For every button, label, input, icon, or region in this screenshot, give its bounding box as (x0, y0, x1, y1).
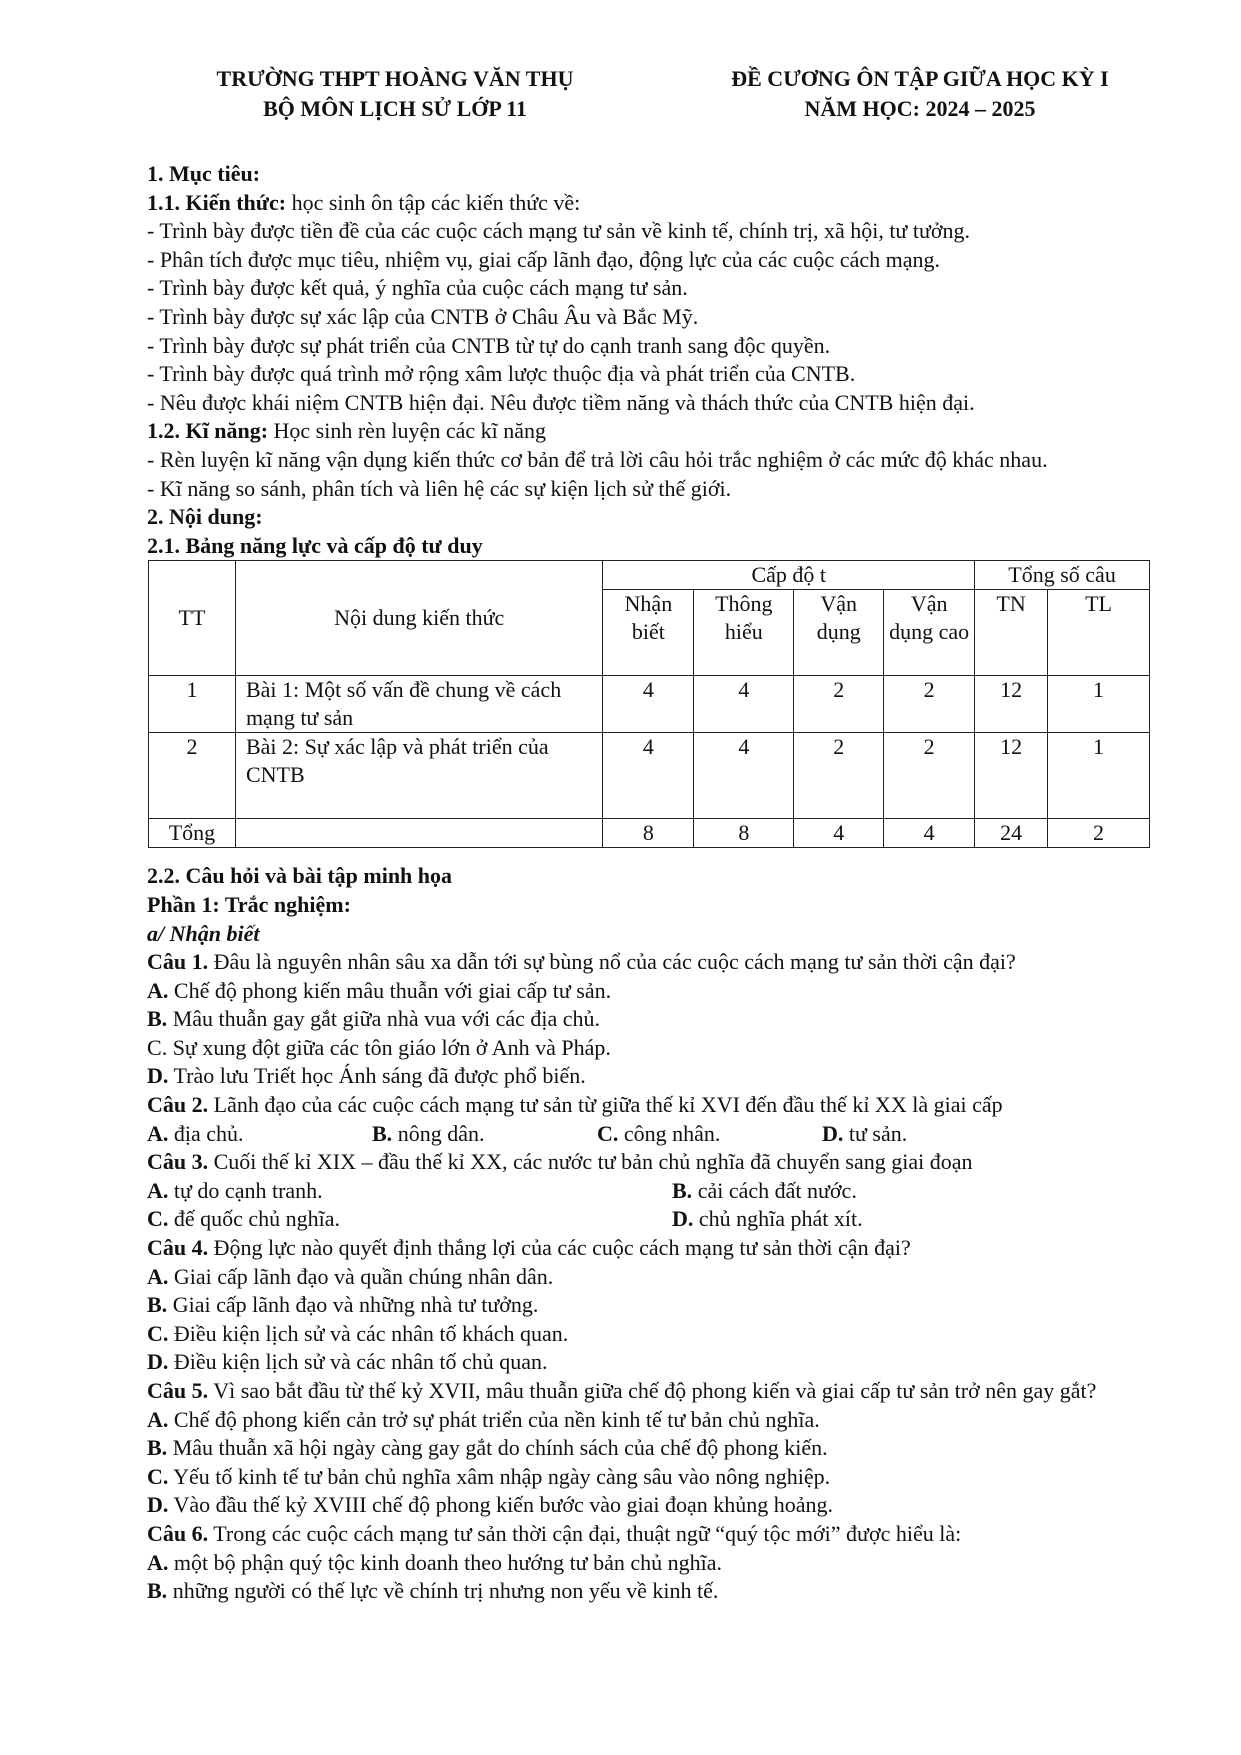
option-text: tự do cạnh tranh. (168, 1177, 323, 1203)
option-d: D. Trào lưu Triết học Ánh sáng đã được phổ biến. (147, 1063, 586, 1089)
option-a: A. địa chủ. (147, 1120, 244, 1146)
header-level: Cấp độ t (603, 561, 975, 590)
questions-heading: 2.2. Câu hỏi và bài tập minh họa (147, 863, 453, 889)
knowledge-item: - Trình bày được kết quả, ý nghĩa của cuộc cách mạng tư sản. (147, 275, 688, 301)
table-heading: 2.1. Bảng năng lực và cấp độ tư duy (147, 532, 483, 558)
option-text: Chế độ phong kiến mâu thuẫn với giai cấp tư sản. (168, 977, 612, 1003)
header-content: Nội dung kiến thức (235, 561, 602, 676)
cell-tn: 12 (975, 676, 1048, 733)
option-text: Điều kiện lịch sử và các nhân tố khách quan. (168, 1320, 569, 1346)
question-label: Câu 4. (147, 1235, 209, 1261)
header-van-dung-cao: Vận dụng cao (884, 590, 975, 676)
option-b: B. Mâu thuẫn xã hội ngày càng gay gắt do chính sách của chế độ phong kiến. (147, 1435, 828, 1461)
options-row (147, 1177, 1132, 1206)
option-text: Giai cấp lãnh đạo và quần chúng nhân dân. (168, 1263, 554, 1289)
option-text: Vào đầu thế kỷ XVIII chế độ phong kiến bước vào giai đoạn khủng hoảng. (168, 1492, 834, 1518)
competency-table (148, 560, 1150, 848)
options-row (147, 1120, 1132, 1149)
document-title: ĐỀ CƯƠNG ÔN TẬP GIỮA HỌC KỲ I (731, 66, 1109, 91)
cell-vd: 2 (794, 676, 884, 733)
cell-total-tl: 2 (1048, 819, 1150, 848)
cell-tl: 1 (1048, 733, 1150, 819)
option-c: C. công nhân. (597, 1120, 721, 1146)
skills-item: - Kĩ năng so sánh, phân tích và liên hệ các sự kiện lịch sử thế giới. (147, 475, 732, 501)
option-b: B. cải cách đất nước. (672, 1177, 857, 1203)
document-header (670, 64, 1170, 124)
knowledge-item: - Trình bày được sự xác lập của CNTB ở Châu Âu và Bắc Mỹ. (147, 303, 699, 329)
cell-tl: 1 (1048, 676, 1150, 733)
table-row (149, 676, 1150, 733)
question-label: Câu 6. (147, 1520, 209, 1546)
cell-name: Bài 1: Một số vấn đề chung về cách mạng tư sản (235, 676, 602, 733)
document-body (147, 160, 1132, 1606)
option-a: A. Giai cấp lãnh đạo và quần chúng nhân dân. (147, 1263, 554, 1289)
option-text: địa chủ. (168, 1120, 244, 1146)
cell-tt: 2 (149, 733, 236, 819)
cell-total-tn: 24 (975, 819, 1048, 848)
header-total: Tổng số câu (975, 561, 1150, 590)
cell-total-vd: 4 (794, 819, 884, 848)
option-d: D. Điều kiện lịch sử và các nhân tố chủ quan. (147, 1349, 548, 1375)
option-text: những người có thế lực về chính trị nhưng non yếu về kinh tế. (167, 1578, 719, 1604)
knowledge-item: - Phân tích được mục tiêu, nhiệm vụ, giai cấp lãnh đạo, động lực của các cuộc cách mạng. (147, 246, 940, 272)
cell-vd: 2 (794, 733, 884, 819)
content-heading: 2. Nội dung: (147, 504, 263, 530)
option-text: Yếu tố kinh tế tư bản chủ nghĩa xâm nhập ngày càng sâu vào nông nghiệp. (168, 1463, 831, 1489)
option-b: B. Giai cấp lãnh đạo và những nhà tư tưởng. (147, 1292, 539, 1318)
part1-heading: Phần 1: Trắc nghiệm: (147, 891, 351, 917)
cell-total-label: Tổng (149, 819, 236, 848)
skills-intro: Học sinh rèn luyện các kĩ năng (268, 418, 546, 444)
cell-total-name (235, 819, 602, 848)
table-row (149, 733, 1150, 819)
knowledge-label: 1.1. Kiến thức: (147, 189, 287, 215)
cell-vdc: 2 (884, 733, 975, 819)
school-year: NĂM HỌC: 2024 – 2025 (804, 96, 1036, 121)
header-nhan-biet: Nhận biết (603, 590, 694, 676)
option-text: Mâu thuẫn xã hội ngày càng gay gắt do chính sách của chế độ phong kiến. (167, 1435, 828, 1461)
option-text: Điều kiện lịch sử và các nhân tố chủ quan. (168, 1349, 548, 1375)
question-5 (147, 1377, 1132, 1406)
question-text: Đâu là nguyên nhân sâu xa dẫn tới sự bùng nổ của các cuộc cách mạng tư sản thời cận đại? (208, 949, 1016, 975)
option-d: D. Vào đầu thế kỷ XVIII chế độ phong kiến bước vào giai đoạn khủng hoảng. (147, 1492, 834, 1518)
knowledge-item: - Trình bày được tiền đề của các cuộc cách mạng tư sản về kinh tế, chính trị, xã hội, tư tưởng. (147, 218, 971, 244)
cell-total-th: 8 (694, 819, 794, 848)
option-text: chủ nghĩa phát xít. (693, 1206, 863, 1232)
option-text: Giai cấp lãnh đạo và những nhà tư tưởng. (167, 1292, 539, 1318)
department-name: BỘ MÔN LỊCH SỬ LỚP 11 (263, 96, 527, 121)
cell-name: Bài 2: Sự xác lập và phát triển của CNTB (235, 733, 602, 819)
option-b: B. Mâu thuẫn gay gắt giữa nhà vua với các địa chủ. (147, 1006, 601, 1032)
knowledge-intro: học sinh ôn tập các kiến thức về: (286, 189, 581, 215)
table-total-row (149, 819, 1150, 848)
question-label: Câu 5. (147, 1378, 209, 1403)
option-text: Chế độ phong kiến cản trở sự phát triển của nền kinh tế tư bản chủ nghĩa. (168, 1406, 820, 1432)
cell-nb: 4 (603, 733, 694, 819)
option-c: C. đế quốc chủ nghĩa. (147, 1206, 341, 1232)
level-heading: a/ Nhận biết (147, 920, 260, 946)
option-a: A. Chế độ phong kiến cản trở sự phát triển của nền kinh tế tư bản chủ nghĩa. (147, 1406, 820, 1432)
knowledge-item: - Trình bày được sự phát triển của CNTB từ tự do cạnh tranh sang độc quyền. (147, 332, 831, 358)
skills-line (147, 417, 1132, 446)
header-tn: TN (975, 590, 1048, 676)
option-d: D. chủ nghĩa phát xít. (672, 1206, 863, 1232)
option-a: A. tự do cạnh tranh. (147, 1177, 323, 1203)
question-2 (147, 1091, 1132, 1120)
school-name: TRƯỜNG THPT HOÀNG VĂN THỤ (216, 66, 574, 91)
option-text: Mâu thuẫn gay gắt giữa nhà vua với các địa chủ. (167, 1006, 601, 1032)
question-text: Lãnh đạo của các cuộc cách mạng tư sản từ giữa thế kỉ XVI đến đầu thế kỉ XX là giai cấp (208, 1092, 1003, 1118)
header-tt: TT (149, 561, 236, 676)
cell-total-vdc: 4 (884, 819, 975, 848)
option-text: đế quốc chủ nghĩa. (168, 1206, 341, 1232)
cell-nb: 4 (603, 676, 694, 733)
option-c: C. Điều kiện lịch sử và các nhân tố khách quan. (147, 1320, 569, 1346)
option-text: tư sản. (843, 1120, 908, 1146)
option-text: công nhân. (618, 1120, 721, 1146)
objectives-heading: 1. Mục tiêu: (147, 161, 261, 186)
header-tl: TL (1048, 590, 1150, 676)
knowledge-item: - Trình bày được quá trình mở rộng xâm lược thuộc địa và phát triển của CNTB. (147, 361, 856, 387)
option-c: C. Sự xung đột giữa các tôn giáo lớn ở Anh và Pháp. (147, 1034, 611, 1060)
option-d: D. tư sản. (822, 1120, 908, 1146)
option-c: C. Yếu tố kinh tế tư bản chủ nghĩa xâm nhập ngày càng sâu vào nông nghiệp. (147, 1463, 831, 1489)
question-text: Động lực nào quyết định thắng lợi của các cuộc cách mạng tư sản thời cận đại? (208, 1235, 911, 1261)
header-van-dung: Vận dụng (794, 590, 884, 676)
option-text: . Sự xung đột giữa các tôn giáo lớn ở Anh và Pháp. (161, 1034, 611, 1060)
cell-tn: 12 (975, 733, 1048, 819)
option-text: cải cách đất nước. (692, 1177, 857, 1203)
question-1 (147, 948, 1132, 977)
option-a: A. một bộ phận quý tộc kinh doanh theo hướng tư bản chủ nghĩa. (147, 1549, 723, 1575)
cell-th: 4 (694, 676, 794, 733)
question-text: Cuối thế kỉ XIX – đầu thế kỉ XX, các nước tư bản chủ nghĩa đã chuyển sang giai đoạn (208, 1149, 973, 1175)
cell-tt: 1 (149, 676, 236, 733)
cell-th: 4 (694, 733, 794, 819)
question-label: Câu 3. (147, 1149, 209, 1175)
knowledge-item: - Nêu được khái niệm CNTB hiện đại. Nêu được tiềm năng và thách thức của CNTB hiện đại. (147, 389, 975, 415)
question-label: Câu 2. (147, 1092, 209, 1118)
skills-label: 1.2. Kĩ năng: (147, 418, 269, 444)
question-text: Trong các cuộc cách mạng tư sản thời cận đại, thuật ngữ “quý tộc mới” được hiểu là: (208, 1520, 962, 1546)
question-4 (147, 1234, 1132, 1263)
option-text: một bộ phận quý tộc kinh doanh theo hướng tư bản chủ nghĩa. (168, 1549, 723, 1575)
school-header (145, 64, 645, 124)
option-text: nông dân. (392, 1120, 485, 1146)
question-6 (147, 1520, 1132, 1549)
option-a: A. Chế độ phong kiến mâu thuẫn với giai cấp tư sản. (147, 977, 612, 1003)
option-b: B. nông dân. (372, 1120, 485, 1146)
cell-vdc: 2 (884, 676, 975, 733)
cell-total-nb: 8 (603, 819, 694, 848)
knowledge-line (147, 189, 1132, 218)
question-3 (147, 1148, 1132, 1177)
option-text: Trào lưu Triết học Ánh sáng đã được phổ biến. (168, 1063, 586, 1089)
skills-item: - Rèn luyện kĩ năng vận dụng kiến thức cơ bản để trả lời câu hỏi trắc nghiệm ở các mức độ khác nhau. (147, 446, 1048, 472)
option-b: B. những người có thế lực về chính trị nhưng non yếu về kinh tế. (147, 1578, 719, 1604)
question-text: Vì sao bắt đầu từ thế kỷ XVII, mâu thuẫn giữa chế độ phong kiến và giai cấp tư sản trở nên gay gắt? (208, 1378, 1097, 1403)
options-row (147, 1205, 1132, 1234)
header-thong-hieu: Thông hiểu (694, 590, 794, 676)
question-label: Câu 1. (147, 949, 209, 975)
